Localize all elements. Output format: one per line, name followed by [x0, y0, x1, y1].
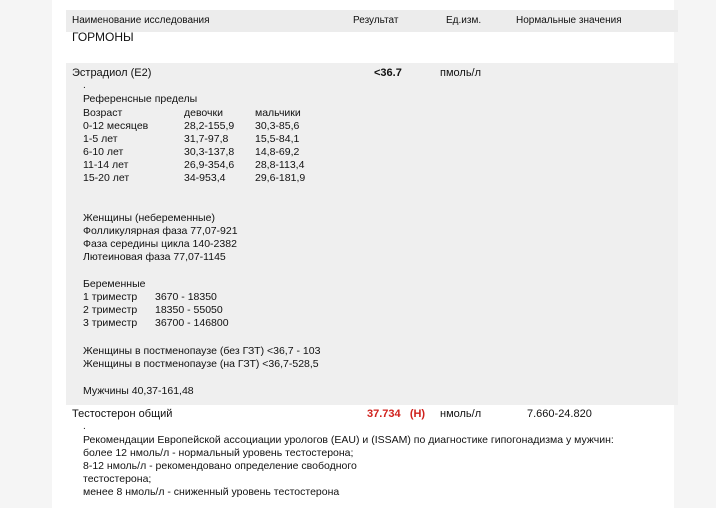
- trimester-range: 36700 - 146800: [155, 317, 229, 329]
- recommendation-line: Рекомендации Европейской ассоциации урологов (EAU) и (ISSAM) по диагностике гипогонадизма у мужчин:: [83, 434, 614, 446]
- follicular-phase: Фолликулярная фаза 77,07-921: [83, 225, 238, 237]
- trimester-label: 3 триместр: [83, 317, 138, 329]
- section-title: ГОРМОНЫ: [72, 30, 134, 44]
- testosterone-result: [367, 408, 425, 420]
- girls-cell: 31,7-97,8: [184, 133, 229, 145]
- trimester-range: 18350 - 55050: [155, 304, 223, 316]
- high-flag-badge: (H): [409, 408, 426, 420]
- trimester-row: [83, 291, 229, 304]
- header-result: Результат: [353, 15, 399, 26]
- trimester-label: 2 триместр: [83, 304, 138, 316]
- testosterone-name: Тестостерон общий: [72, 408, 173, 420]
- age-cell: 1-5 лет: [83, 133, 118, 145]
- age-table-header: [83, 107, 305, 120]
- girls-cell: 34-953,4: [184, 172, 226, 184]
- boys-cell: 15,5-84,1: [255, 133, 300, 145]
- table-row: [83, 133, 305, 146]
- trimester-row: [83, 304, 229, 317]
- header-name: Наименование исследования: [72, 15, 210, 26]
- age-cell: 15-20 лет: [83, 172, 130, 184]
- women-nonpregnant-block: [83, 212, 238, 264]
- girls-cell: 26,9-354,6: [184, 159, 235, 171]
- girls-cell: 28,2-155,9: [184, 120, 235, 132]
- mid-cycle-phase: Фаза середины цикла 140-2382: [83, 238, 237, 250]
- postmeno-hrt: Женщины в постменопаузе (на ГЗТ) <36,7-528,5: [83, 358, 319, 370]
- header-norm: Нормальные значения: [516, 15, 622, 26]
- table-row: [83, 159, 305, 172]
- girls-cell: 30,3-137,8: [184, 146, 235, 158]
- recommendation-line: 8-12 нмоль/л - рекомендовано определение свободного: [83, 460, 357, 472]
- testosterone-unit: нмоль/л: [440, 408, 482, 420]
- pregnant-block: [83, 278, 229, 330]
- postmenopause-block: [83, 345, 320, 371]
- boys-cell: 28,8-113,4: [255, 159, 305, 171]
- recommendation-line: более 12 нмоль/л - нормальный уровень тестостерона;: [83, 447, 354, 459]
- table-row: [83, 120, 305, 133]
- testosterone-dot: .: [83, 421, 86, 432]
- trimester-label: 1 триместр: [83, 291, 138, 303]
- women-nonpregnant-title: Женщины (небеременные): [83, 212, 215, 224]
- testosterone-norm: 7.660-24.820: [527, 408, 592, 420]
- table-row: [83, 172, 305, 185]
- luteal-phase: Лютеиновая фаза 77,07-1145: [83, 251, 226, 263]
- pregnant-title: Беременные: [83, 278, 146, 290]
- estradiol-name: Эстрадиол (Е2): [72, 67, 152, 79]
- postmeno-no-hrt: Женщины в постменопаузе (без ГЗТ) <36,7 - 103: [83, 345, 321, 357]
- col-girls: девочки: [184, 107, 223, 119]
- table-row: [83, 146, 305, 159]
- estradiol-unit: пмоль/л: [440, 67, 482, 79]
- estradiol-dot: .: [83, 80, 86, 91]
- age-cell: 0-12 месяцев: [83, 120, 149, 132]
- recommendation-line: тестостерона;: [83, 473, 152, 485]
- trimester-range: 3670 - 18350: [155, 291, 217, 303]
- recommendations-block: [83, 434, 614, 499]
- col-age: Возраст: [83, 107, 123, 119]
- boys-cell: 29,6-181,9: [255, 172, 306, 184]
- col-boys: мальчики: [255, 107, 301, 119]
- header-unit: Ед.изм.: [446, 15, 482, 26]
- age-reference-table: [83, 107, 305, 185]
- men-range: Мужчины 40,37-161,48: [83, 385, 194, 397]
- age-cell: 11-14 лет: [83, 159, 129, 171]
- trimester-row: [83, 317, 229, 330]
- age-cell: 6-10 лет: [83, 146, 124, 158]
- estradiol-result: <36.7: [374, 67, 402, 79]
- testosterone-value: 37.734: [367, 408, 401, 420]
- boys-cell: 30,3-85,6: [255, 120, 300, 132]
- boys-cell: 14,8-69,2: [255, 146, 300, 158]
- ref-title: Референсные пределы: [83, 93, 198, 105]
- recommendation-line: менее 8 нмоль/л - сниженный уровень тестостерона: [83, 486, 340, 498]
